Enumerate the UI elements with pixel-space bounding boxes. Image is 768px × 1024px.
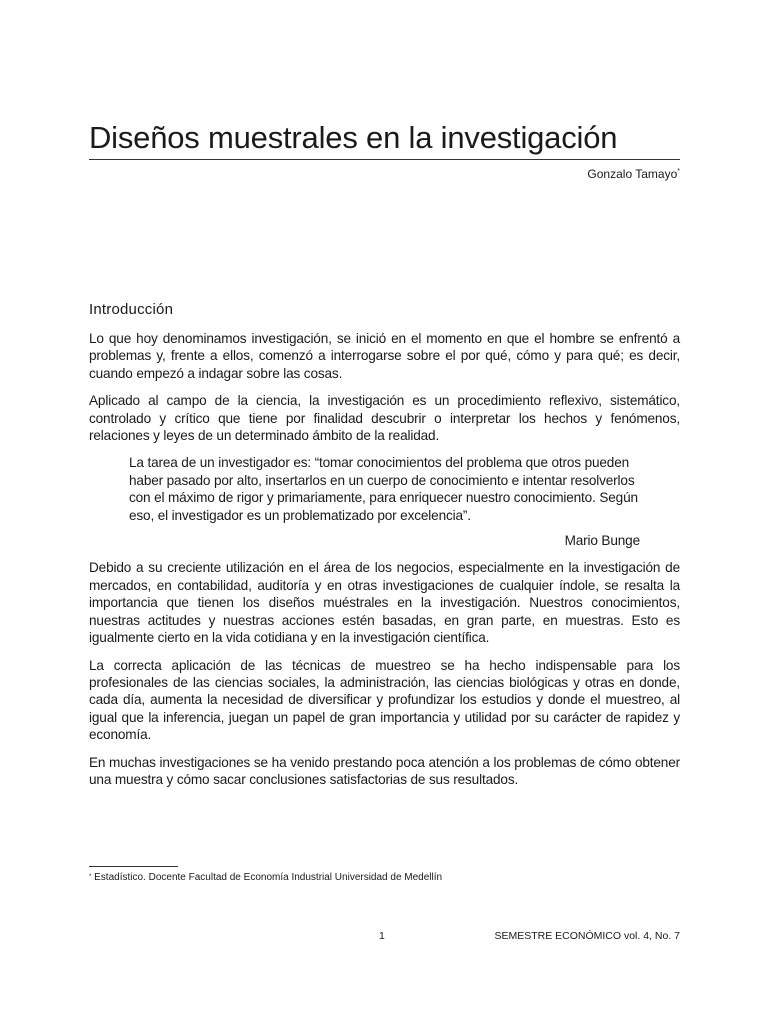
author-byline — [587, 166, 680, 182]
paragraph-1: Lo que hoy denominamos investigación, se inició en el momento en que el hombre se enfrentó a problemas y, frente a ellos, comenzó a interrogarse sobre el por qué, cómo y para qué; es decir, cuando empezó a indagar sobre las cosas. — [89, 331, 680, 381]
quote-attribution: Mario Bunge — [564, 533, 640, 549]
paragraph-4: La correcta aplicación de las técnicas de muestreo se ha hecho indispensable para los profesionales de las ciencias sociales, la administración, las ciencias biológicas y otras en donde, cada día, aumenta la necesidad de diversificar y profundizar los estudios y donde el muestreo, al igual que la inferencia, juegan un papel de gran importancia y utilidad por su carácter de rapidez y economía. — [89, 657, 680, 743]
footnote-text: Estadístico. Docente Facultad de Economía Industrial Universidad de Medellín — [94, 872, 443, 883]
document-page — [89, 0, 680, 1024]
title-divider — [89, 159, 680, 160]
author-footnote-mark: * — [677, 168, 680, 175]
page-number: 1 — [379, 930, 385, 942]
body-text — [89, 330, 680, 798]
paragraph-5: En muchas investigaciones se ha venido prestando poca atención a los problemas de cómo obtener una muestra y cómo sacar conclusiones satisfactorias de sus resultados. — [89, 754, 680, 787]
author-name: Gonzalo Tamayo — [587, 167, 678, 181]
block-quote: La tarea de un investigador es: “tomar conocimientos del problema que otros pueden haber pasado por alto, insertarlos en un cuerpo de conocimiento e intentar resolverlos con el máximo de rigor y primariamente, para enriquecer nuestro conocimiento. Según eso, el investigador es un problematizado por excelencia”. — [129, 455, 638, 523]
footnote — [89, 871, 442, 884]
paragraph-2: Aplicado al campo de la ciencia, la investigación es un procedimiento reflexivo, sistemático, controlado y crítico que tiene por finalidad descubrir o interpretar los hechos y fenómenos, relaciones y leyes de un determinado ámbito de la realidad. — [89, 393, 680, 444]
footnote-mark: * — [89, 874, 92, 880]
article-title: Diseños muestrales en la investigación — [89, 120, 618, 155]
paragraph-3: Debido a su creciente utilización en el área de los negocios, especialmente en la investigación de mercados, en contabilidad, auditoría y en otras investigaciones de cualquier índole, se resalta la importancia que tienen los diseños muéstrales en la investigación. Nuestros conocimientos, nuestras actitudes y nuestras acciones estén basadas, en gran parte, en muestras. Esto es igualmente cierto en la vida cotidiana y en la investigación científica. — [89, 560, 680, 646]
section-heading-introduction: Introducción — [89, 301, 174, 318]
footnote-divider — [89, 866, 178, 867]
journal-footer: SEMESTRE ECONÓMICO vol. 4, No. 7 — [494, 930, 680, 942]
